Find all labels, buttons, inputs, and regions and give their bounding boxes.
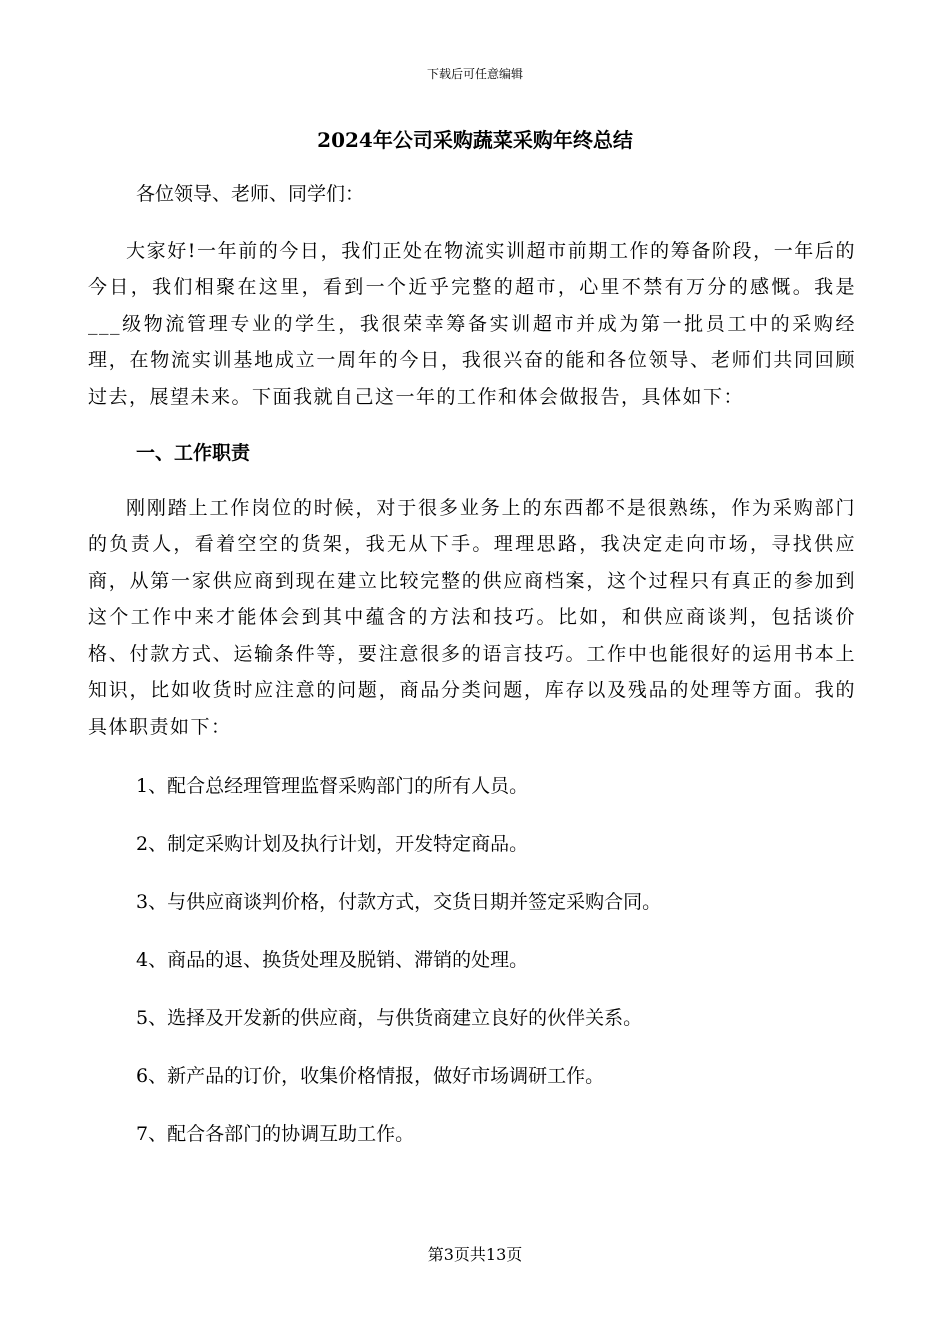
list-item: 6、新产品的订价，收集价格情报，做好市场调研工作。 [136, 1065, 605, 1087]
section-heading: 一、工作职责 [136, 442, 251, 464]
intro-paragraph: 大家好!一年前的今日，我们正处在物流实训超市前期工作的筹备阶段，一年后的今日，我们相聚在这里，看到一个近乎完整的超市，心里不禁有万分的感慨。我是___级物流管理专业的学生，我很荣幸筹备实训超市并成为第一批员工中的采购经理，在物流实训基地成立一周年的今日，我很兴奋的能和各位领导、老师们共同回顾过去，展望未来。下面我就自己这一年的工作和体会做报告，具体如下： [88, 239, 856, 408]
page-header: 下载后可任意编辑 [426, 67, 523, 81]
list-item: 7、配合各部门的协调互助工作。 [136, 1123, 415, 1145]
list-item: 3、与供应商谈判价格，付款方式，交货日期并签定采购合同。 [136, 891, 662, 913]
list-item: 5、选择及开发新的供应商，与供货商建立良好的伙伴关系。 [136, 1007, 643, 1029]
list-item: 1、配合总经理管理监督采购部门的所有人员。 [136, 775, 529, 797]
salutation: 各位领导、老师、同学们： [136, 183, 365, 205]
document-title: 2024年公司采购蔬菜采购年终总结 [317, 128, 633, 152]
list-item: 2、制定采购计划及执行计划，开发特定商品。 [136, 833, 529, 855]
document-body [88, 176, 856, 1153]
page-number: 第3页共13页 [427, 1245, 523, 1264]
list-item: 4、商品的退、换货处理及脱销、滞销的处理。 [136, 949, 529, 971]
section-paragraph: 刚刚踏上工作岗位的时候，对于很多业务上的东西都不是很熟练，作为采购部门的负责人，看着空空的货架，我无从下手。理理思路，我决定走向市场，寻找供应商，从第一家供应商到现在建立比较完整的供应商档案，这个过程只有真正的参加到这个工作中来才能体会到其中蕴含的方法和技巧。比如，和供应商谈判，包括谈价格、付款方式、运输条件等，要注意很多的语言技巧。工作中也能很好的运用书本上知识，比如收货时应注意的问题，商品分类问题，库存以及残品的处理等方面。我的具体职责如下： [88, 496, 856, 738]
